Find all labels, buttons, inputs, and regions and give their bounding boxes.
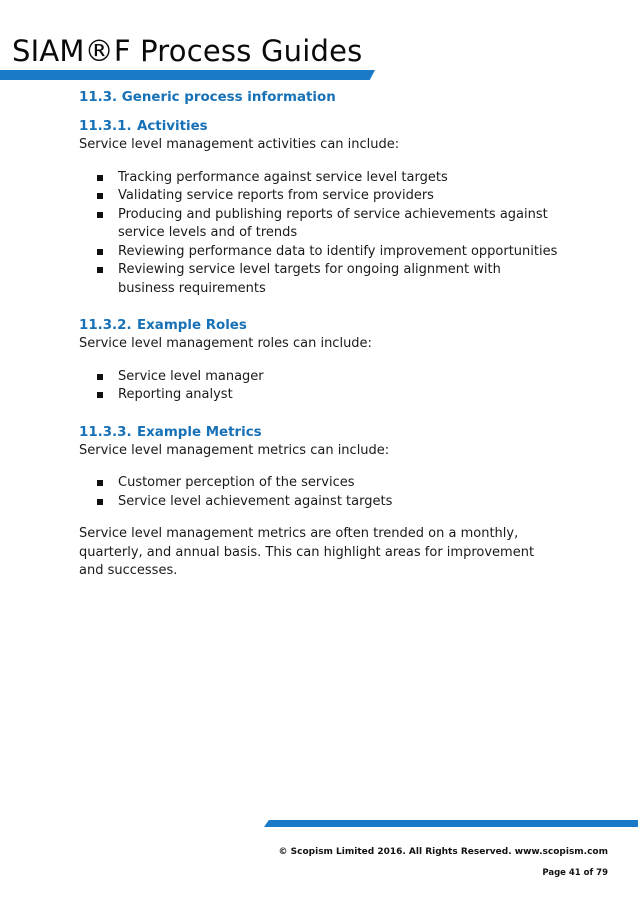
page-content [79,90,559,581]
subsection-number: 11.3.3. [79,424,132,440]
square-bullet-icon [97,392,103,398]
subsection-heading-activities [79,119,559,134]
square-bullet-icon [97,212,103,218]
subsection-number: 11.3.1. [79,119,132,134]
list-item-text: Reviewing service level targets for ongoing alignment with business requirements [118,262,501,296]
list-item [79,169,559,188]
subsection-intro: Service level management metrics can include: [79,442,390,458]
square-bullet-icon [97,480,103,486]
section-heading: 11.3. Generic process information [79,90,336,105]
square-bullet-icon [97,267,103,273]
metrics-list [79,474,559,511]
list-item [79,187,559,206]
list-item-text: Service level manager [118,368,264,384]
footer-copyright: © Scopism Limited 2016. All Rights Reserved. www.scopism.com [278,847,608,857]
roles-list [79,368,559,405]
subsection-title: Activities [137,119,208,134]
list-item-text: Validating service reports from service providers [118,188,434,203]
subsection-title: Example Roles [137,318,247,333]
list-item [79,206,559,243]
subsection-intro: Service level management roles can include: [79,336,372,351]
list-item [79,368,559,387]
list-item-text: Service level achievement against targets [118,493,393,509]
subsection-title: Example Metrics [137,424,262,440]
square-bullet-icon [97,193,103,199]
subsection-heading-roles [79,318,559,333]
page-number: Page 41 of 79 [542,868,608,878]
list-item [79,474,559,493]
header-accent-bar [0,70,375,80]
list-item [79,493,559,512]
activities-list [79,169,559,299]
list-item-text: Tracking performance against service level targets [118,169,448,185]
list-item [79,243,559,262]
list-item [79,386,559,405]
square-bullet-icon [97,374,103,380]
square-bullet-icon [97,249,103,255]
subsection-number: 11.3.2. [79,318,132,333]
document-header-title: SIAM®F Process Guides [12,34,363,68]
list-item-text: Reporting analyst [118,387,233,402]
list-item-text: Customer perception of the services [118,475,355,490]
list-item-text: Reviewing performance data to identify improvement opportunities [118,243,558,259]
list-item-text: Producing and publishing reports of service achievements against service levels and of trends [118,206,548,240]
list-item [79,261,559,298]
subsection-intro: Service level management activities can include: [79,137,400,152]
metrics-paragraph: Service level management metrics are often trended on a monthly, quarterly, and annual basis. This can highlight areas for improvement and successes. [79,526,535,578]
square-bullet-icon [97,175,103,181]
footer-accent-bar [264,820,638,827]
square-bullet-icon [97,499,103,505]
subsection-heading-metrics [79,425,559,440]
